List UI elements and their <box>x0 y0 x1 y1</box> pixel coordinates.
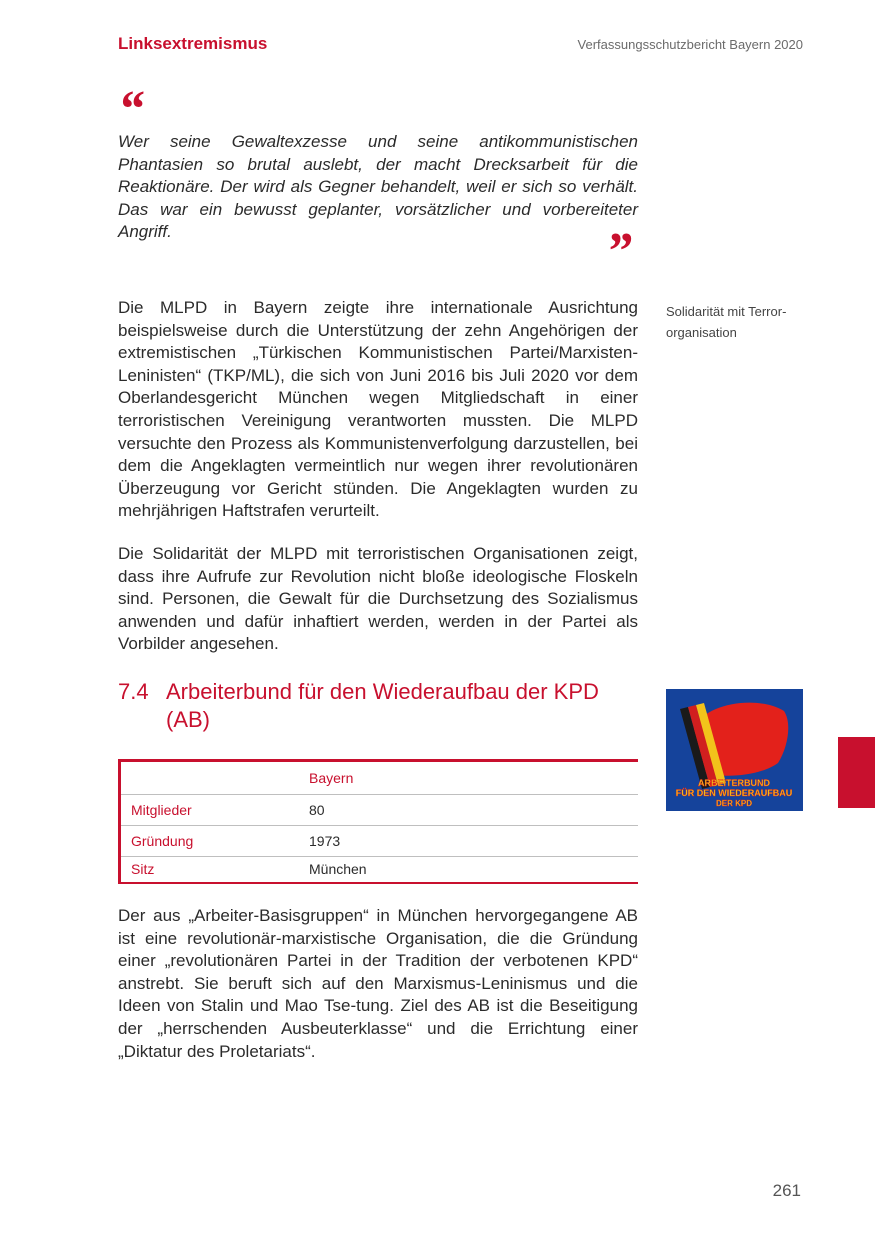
table-column-header: Bayern <box>309 770 354 786</box>
page-number: 261 <box>772 1181 801 1200</box>
table-row-value: 1973 <box>309 833 341 849</box>
table-row <box>121 856 638 881</box>
table-row-label: Sitz <box>131 861 155 877</box>
paragraph-mlpd-international: Die MLPD in Bayern zeigte ihre internationale Ausrichtung beispielsweise durch die Unterstützung der zehn Angehörigen der extremistischen „Türkischen Kommunistischen Partei/Marxisten-Leninisten“ (TKP/ML), die sich von Juni 2016 bis Juli 2020 vor dem Oberlandesgericht München wegen Mitgliedschaft in einer terroristischen Vereinigung verantworten mussten. Die MLPD versuchte den Prozess als Kommunistenverfolgung darzustellen, bei dem die Angeklagten vermeintlich nur wegen ihrer revolutionären Überzeugung vor Gericht stünden. Die Angeklagten wurden zu mehrjährigen Haftstrafen verurteilt. <box>118 298 638 521</box>
section-number: 7.4 <box>118 679 149 704</box>
table-row-label: Mitglieder <box>131 802 192 818</box>
chapter-thumb-tab <box>838 737 875 808</box>
ab-logo-image <box>666 689 803 811</box>
logo-text-line-2: FÜR DEN WIEDERAUFBAU <box>675 788 793 798</box>
section-title: Arbeiterbund für den Wiederaufbau der KPD (AB) <box>166 679 599 732</box>
table-row-value: München <box>309 861 367 877</box>
running-header-document-title: Verfassungsschutzbericht Bayern 2020 <box>577 37 803 52</box>
margin-note: Solidarität mit Terrororganisation <box>666 304 787 340</box>
running-header-section: Linksextremismus <box>118 34 268 53</box>
quote-text: Wer seine Gewaltexzesse und seine antikommunistischen Phantasien so brutal auslebt, der macht Drecksarbeit für die Reaktionäre. Der wird als Gegner behandelt, weil er sich so verhält. Das war ein bewusst geplanter, vorsätzlicher und vorbereiteter Angriff. <box>118 132 638 242</box>
table-row-value: 80 <box>309 802 325 818</box>
quote-close-mark: ” <box>606 223 632 280</box>
paragraph-ab-description: Der aus „Arbeiter-Basisgruppen“ in München hervorgegangene AB ist eine revolutionär-marxistische Organisation, die die Gründung einer „revolutionären Partei in der Tradition der verbotenen KPD“ anstrebt. Sie beruft sich auf den Marxismus-Leninismus und die Ideen von Stalin und Mao Tse-tung. Ziel des AB ist die Beseitigung der „herrschenden Ausbeuterklasse“ und die Errichtung einer „Diktatur des Proletariats“. <box>118 906 638 1061</box>
logo-text-line-1: ARBEITERBUND <box>698 778 770 788</box>
quote-open-mark: “ <box>118 81 144 138</box>
info-table <box>118 759 638 884</box>
table-row-label: Gründung <box>131 833 194 849</box>
table-row <box>121 825 638 857</box>
table-header-row <box>121 763 638 794</box>
table-row <box>121 794 638 826</box>
ab-logo-graphic <box>666 689 803 811</box>
logo-text-line-3: DER KPD <box>715 799 753 808</box>
paragraph-mlpd-solidarity: Die Solidarität der MLPD mit terroristischen Organisationen zeigt, dass ihre Aufrufe zur Revolution nicht bloße ideologische Floskeln sind. Personen, die Gewalt für die Durchsetzung des Sozialismus anwenden und dafür inhaftiert werden, werden in der Partei als Vorbilder angesehen. <box>118 544 638 654</box>
